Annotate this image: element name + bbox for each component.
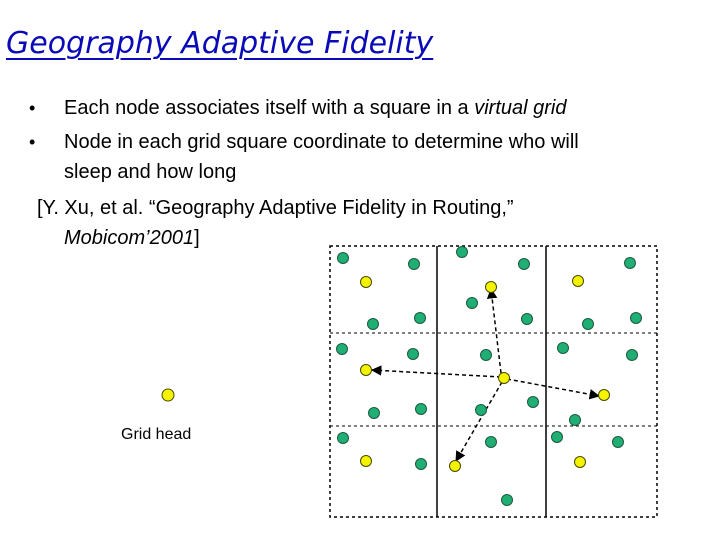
grid-head-node-6: [599, 390, 610, 401]
sensor-node-26: [613, 437, 624, 448]
sensor-node-22: [338, 433, 349, 444]
sensor-node-27: [502, 495, 513, 506]
grid-head-caption: Grid head: [121, 426, 192, 443]
sensor-node-25: [552, 432, 563, 443]
sensor-node-17: [369, 408, 380, 419]
bullet-2-line-1: Node in each grid square coordinate to determine who will: [64, 131, 579, 153]
sensor-node-12: [337, 344, 348, 355]
sensor-node-3: [368, 319, 379, 330]
sensor-node-10: [415, 313, 426, 324]
sensor-node-4: [457, 247, 468, 258]
node-layer: [337, 247, 642, 506]
sensor-node-14: [481, 350, 492, 361]
reference-closing: ]: [194, 227, 200, 249]
grid-head-node-2: [486, 282, 497, 293]
sensor-node-9: [583, 319, 594, 330]
sensor-node-5: [467, 298, 478, 309]
slide-title: Geography Adaptive Fidelity: [6, 26, 434, 61]
grid-head-node-5: [499, 373, 510, 384]
sensor-node-7: [519, 259, 530, 270]
sensor-node-16: [627, 350, 638, 361]
sensor-node-20: [528, 397, 539, 408]
grid-head-node-1: [361, 277, 372, 288]
sensor-node-21: [570, 415, 581, 426]
bullet-2-line-2: sleep and how long: [64, 161, 237, 183]
arrow-to-south-head: [456, 382, 502, 461]
bullet-1-emphasis: virtual grid: [474, 97, 567, 119]
grid-head-node-3: [573, 276, 584, 287]
sensor-node-23: [416, 459, 427, 470]
sensor-node-13: [408, 349, 419, 360]
reference-line-1: [Y. Xu, et al. “Geography Adaptive Fidelity in Routing,”: [37, 197, 514, 219]
sensor-node-24: [486, 437, 497, 448]
arrow-to-north-head: [491, 289, 501, 373]
sensor-node-19: [476, 405, 487, 416]
grid-head-node-4: [361, 365, 372, 376]
sensor-node-6: [522, 314, 533, 325]
grid-head-node-8: [450, 461, 461, 472]
bullet-dot-2: •: [29, 132, 36, 152]
grid-head-node-9: [575, 457, 586, 468]
sensor-node-11: [631, 313, 642, 324]
bullet-dot-1: •: [29, 98, 36, 118]
sensor-node-8: [625, 258, 636, 269]
sensor-node-18: [416, 404, 427, 415]
sensor-node-15: [558, 343, 569, 354]
grid-head-node-7: [361, 456, 372, 467]
arrow-to-east-head: [507, 379, 599, 396]
message-arrows: [372, 289, 599, 461]
sensor-node-2: [409, 259, 420, 270]
reference-venue: Mobicom’2001: [64, 227, 195, 249]
sensor-node-1: [338, 253, 349, 264]
bullet-1-text: Each node associates itself with a square in a: [64, 97, 475, 119]
